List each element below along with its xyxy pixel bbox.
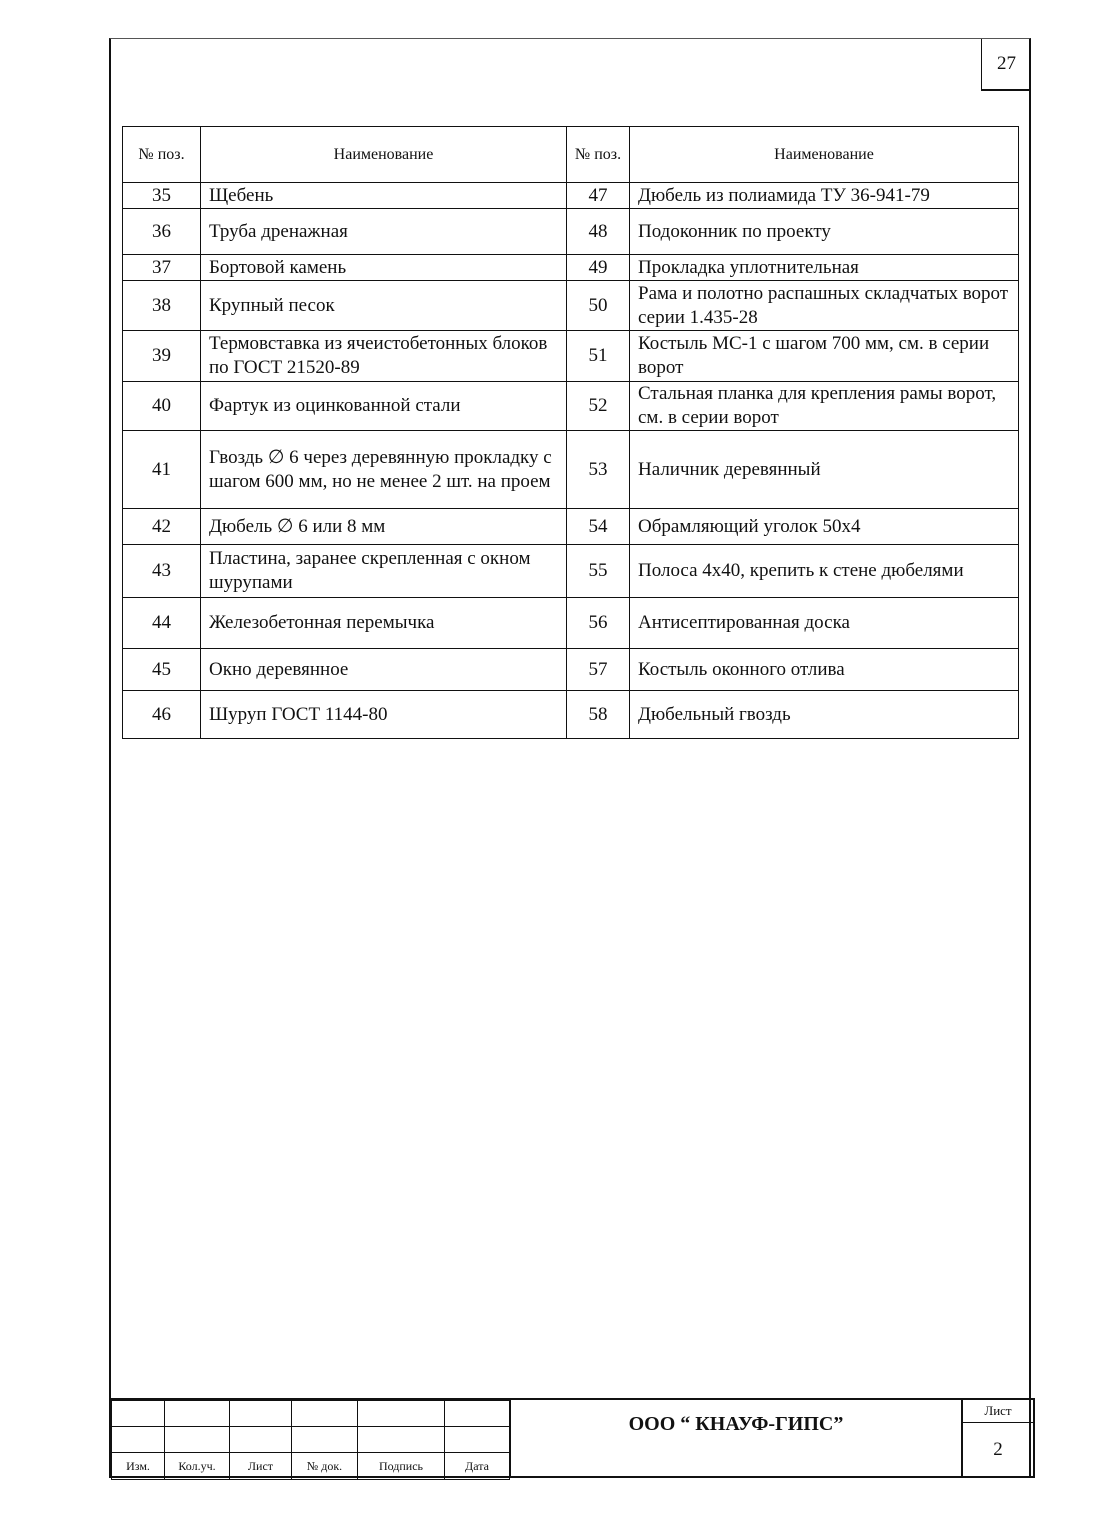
title-block [109,1398,1035,1478]
table-row [123,331,1019,382]
row-num-left: 43 [123,545,201,598]
sheet-list-value: 2 [993,1439,1003,1460]
company-name: ООО “ КНАУФ-ГИПС” [509,1400,961,1478]
row-name-left: Окно деревянное [201,649,567,691]
row-name-left: Щебень [201,183,567,209]
table-row [123,183,1019,209]
sheet-number-box [981,39,1031,91]
table-row [123,209,1019,255]
row-name-left: Термовставка из ячеистобетонных блоков по ГОСТ 21520-89 [201,331,567,382]
table-row [123,281,1019,331]
row-num-left: 37 [123,255,201,281]
title-block-grid [111,1400,510,1480]
title-block-label: Кол.уч. [165,1453,230,1480]
row-num-left: 40 [123,382,201,431]
row-num-right: 58 [567,691,630,739]
specification-table [122,126,1019,739]
sheet-number: 27 [997,53,1016,74]
row-name-right: Антисептированная доска [630,598,1019,649]
row-num-left: 44 [123,598,201,649]
table-row [123,649,1019,691]
row-num-left: 41 [123,431,201,509]
row-name-right: Дюбель из полиамида ТУ 36-941-79 [630,183,1019,209]
row-num-left: 39 [123,331,201,382]
row-name-right: Подоконник по проекту [630,209,1019,255]
row-num-right: 52 [567,382,630,431]
row-num-left: 38 [123,281,201,331]
row-num-right: 47 [567,183,630,209]
row-name-left: Шуруп ГОСТ 1144-80 [201,691,567,739]
row-name-left: Пластина, заранее скрепленная с окном шурупами [201,545,567,598]
table-row [123,431,1019,509]
row-name-left: Железобетонная перемычка [201,598,567,649]
header-num-left: № поз. [123,127,201,183]
row-num-right: 56 [567,598,630,649]
row-num-right: 55 [567,545,630,598]
row-name-left: Крупный песок [201,281,567,331]
header-num-right: № поз. [567,127,630,183]
row-name-right: Дюбельный гвоздь [630,691,1019,739]
row-name-right: Костыль оконного отлива [630,649,1019,691]
row-num-right: 50 [567,281,630,331]
row-num-right: 57 [567,649,630,691]
title-block-label: Дата [445,1453,510,1480]
row-name-right: Наличник деревянный [630,431,1019,509]
row-name-left: Труба дренажная [201,209,567,255]
table-row [123,691,1019,739]
row-name-left: Гвоздь ∅ 6 через деревянную прокладку с шагом 600 мм, но не менее 2 шт. на проем [201,431,567,509]
row-num-right: 51 [567,331,630,382]
row-name-left: Фартук из оцинкованной стали [201,382,567,431]
row-name-left: Дюбель ∅ 6 или 8 мм [201,509,567,545]
row-num-left: 35 [123,183,201,209]
table-row [123,509,1019,545]
row-num-left: 45 [123,649,201,691]
title-block-label: Лист [230,1453,292,1480]
row-name-right: Обрамляющий уголок 50х4 [630,509,1019,545]
row-name-right: Рама и полотно распашных складчатых ворот серии 1.435-28 [630,281,1019,331]
row-name-right: Полоса 4х40, крепить к стене дюбелями [630,545,1019,598]
sheet-list-label: Лист [963,1400,1033,1423]
row-num-left: 42 [123,509,201,545]
row-num-right: 49 [567,255,630,281]
title-block-label: Подпись [358,1453,445,1480]
row-name-right: Костыль МС-1 с шагом 700 мм, см. в серии ворот [630,331,1019,382]
title-block-label: Изм. [112,1453,165,1480]
row-name-right: Прокладка уплотнительная [630,255,1019,281]
row-num-left: 46 [123,691,201,739]
row-num-right: 48 [567,209,630,255]
sheet-list-cell [961,1400,1035,1478]
header-name-left: Наименование [201,127,567,183]
row-num-right: 53 [567,431,630,509]
table-header-row [123,127,1019,183]
row-name-left: Бортовой камень [201,255,567,281]
table-row [123,545,1019,598]
table-row [123,382,1019,431]
table-row [123,598,1019,649]
header-name-right: Наименование [630,127,1019,183]
row-num-left: 36 [123,209,201,255]
row-name-right: Стальная планка для крепления рамы ворот, см. в серии ворот [630,382,1019,431]
title-block-label: № док. [292,1453,358,1480]
row-num-right: 54 [567,509,630,545]
table-row [123,255,1019,281]
